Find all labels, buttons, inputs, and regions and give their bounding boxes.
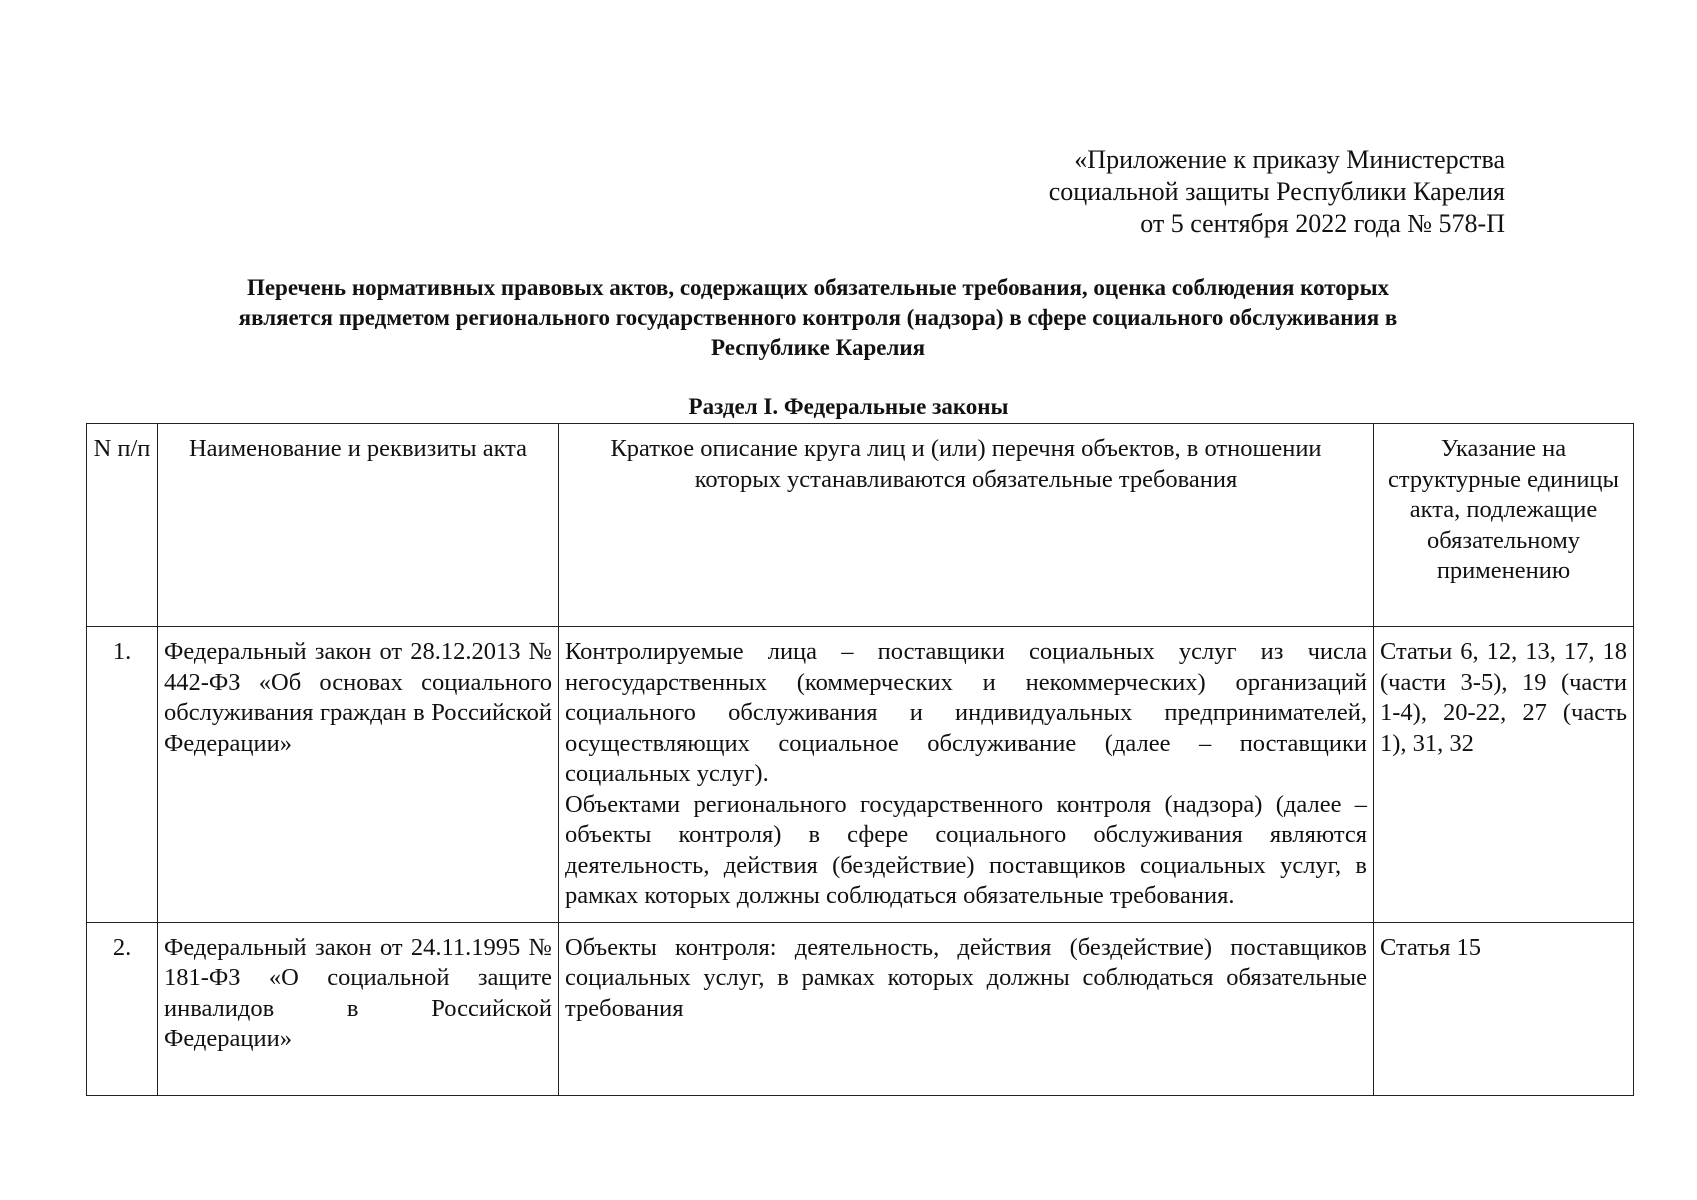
act-description bbox=[559, 627, 1374, 923]
table-row bbox=[87, 922, 1634, 1095]
column-header-description: Краткое описание круга лиц и (или) перечня объектов, в отношении которых устанавливаются обязательные требования bbox=[559, 424, 1374, 627]
act-name: Федеральный закон от 24.11.1995 № 181-ФЗ «О социальной защите инвалидов в Российской Федерации» bbox=[158, 922, 559, 1095]
appendix-line: от 5 сентября 2022 года № 578-П bbox=[1140, 209, 1505, 238]
table-row bbox=[87, 627, 1634, 923]
section-title: Раздел I. Федеральные законы bbox=[688, 394, 1009, 419]
act-name: Федеральный закон от 28.12.2013 № 442-ФЗ «Об основах социального обслуживания граждан в Российской Федерации» bbox=[158, 627, 559, 923]
structural-units: Статья 15 bbox=[1374, 922, 1634, 1095]
act-description bbox=[559, 922, 1374, 1095]
table-header-row bbox=[87, 424, 1634, 627]
description-paragraph: Объектами регионального государственного контроля (надзора) (далее – объекты контроля) в сфере социального обслуживания являются деятельность, действия (бездействие) поставщиков социальных услуг, в рамках которых должны соблюдаться обязательные требования. bbox=[565, 790, 1367, 909]
appendix-line: социальной защиты Республики Карелия bbox=[1048, 177, 1505, 206]
appendix-line: «Приложение к приказу Министерства bbox=[1074, 145, 1505, 174]
structural-units: Статьи 6, 12, 13, 17, 18 (части 3-5), 19 (части 1-4), 20-22, 27 (часть 1), 31, 32 bbox=[1374, 627, 1634, 923]
appendix-reference bbox=[1049, 144, 1505, 240]
row-number: 1. bbox=[87, 627, 158, 923]
row-number: 2. bbox=[87, 922, 158, 1095]
document-title-line: Республике Карелия bbox=[710, 335, 926, 360]
document-title bbox=[118, 273, 1518, 363]
document-title-line: является предметом регионального государственного контроля (надзора) в сфере социального обслуживания в bbox=[238, 305, 1398, 330]
description-paragraph: Контролируемые лица – поставщики социальных услуг из числа негосударственных (коммерческих и некоммерческих) организаций социального обслуживания и индивидуальных предпринимателей, осуществляющих социальное обслуживание (далее – поставщики социальных услуг). bbox=[565, 638, 1367, 787]
acts-table bbox=[86, 423, 1634, 1096]
document-title-line: Перечень нормативных правовых актов, содержащих обязательные требования, оценка соблюдения которых bbox=[246, 275, 1390, 300]
column-header-number: N п/п bbox=[87, 424, 158, 627]
column-header-units: Указание на структурные единицы акта, подлежащие обязательному применению bbox=[1374, 424, 1634, 627]
column-header-act: Наименование и реквизиты акта bbox=[158, 424, 559, 627]
description-paragraph: Объекты контроля: деятельность, действия (бездействие) поставщиков социальных услуг, в рамках которых должны соблюдаться обязательные требования bbox=[565, 933, 1367, 1022]
